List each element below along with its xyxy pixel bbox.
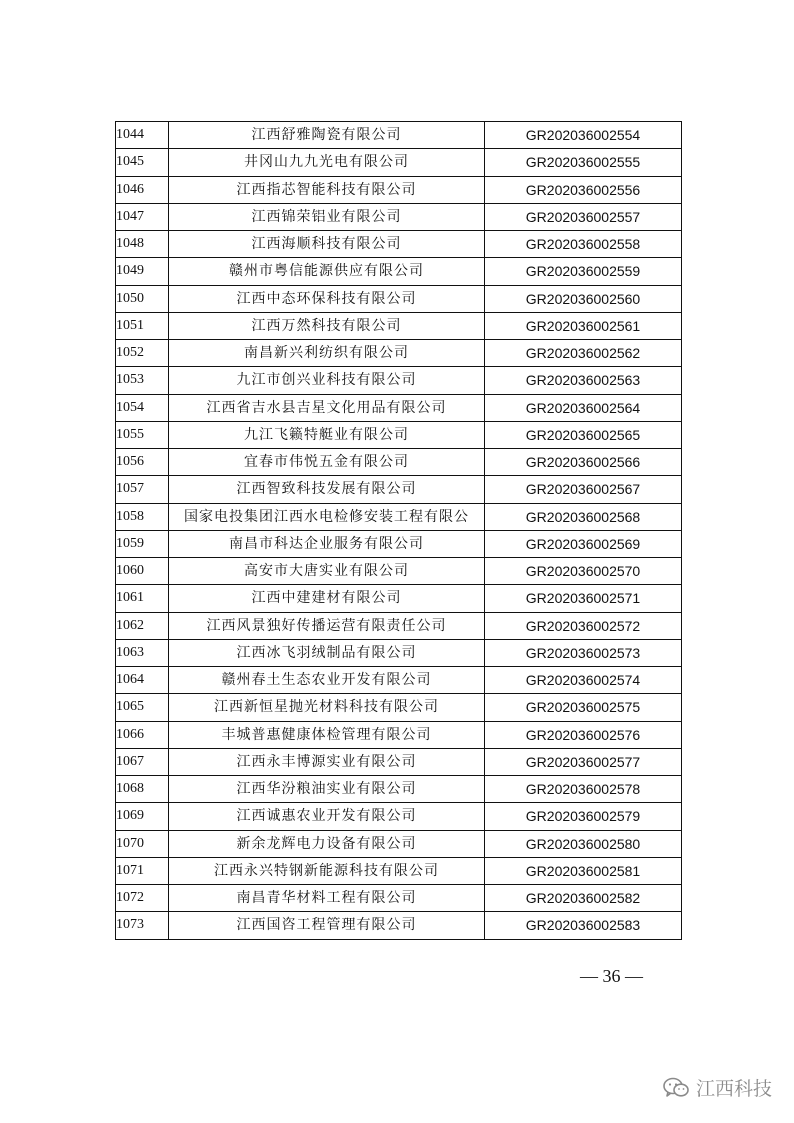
company-name: 江西省吉水县吉星文化用品有限公司: [169, 394, 485, 421]
table-row: [116, 421, 682, 448]
table-row: [116, 612, 682, 639]
certificate-number: GR202036002578: [485, 776, 682, 803]
certificate-number: GR202036002583: [485, 912, 682, 939]
row-number: 1045: [116, 149, 169, 176]
row-number: 1061: [116, 585, 169, 612]
row-number: 1073: [116, 912, 169, 939]
table-row: [116, 803, 682, 830]
table-row: [116, 312, 682, 339]
company-name: 江西智致科技发展有限公司: [169, 476, 485, 503]
table-row: [116, 667, 682, 694]
table-row: [116, 776, 682, 803]
certificate-number: GR202036002582: [485, 885, 682, 912]
certificate-number: GR202036002556: [485, 176, 682, 203]
table-row: [116, 694, 682, 721]
company-name: 江西指芯智能科技有限公司: [169, 176, 485, 203]
table-row: [116, 558, 682, 585]
company-name: 新余龙辉电力设备有限公司: [169, 830, 485, 857]
certificate-table: [115, 121, 682, 940]
company-name: 江西永丰博源实业有限公司: [169, 748, 485, 775]
company-name: 江西海顺科技有限公司: [169, 231, 485, 258]
certificate-number: GR202036002577: [485, 748, 682, 775]
certificate-number: GR202036002579: [485, 803, 682, 830]
certificate-number: GR202036002568: [485, 503, 682, 530]
company-name: 江西国咨工程管理有限公司: [169, 912, 485, 939]
row-number: 1059: [116, 530, 169, 557]
row-number: 1071: [116, 857, 169, 884]
row-number: 1065: [116, 694, 169, 721]
certificate-number: GR202036002580: [485, 830, 682, 857]
company-name: 赣州市粤信能源供应有限公司: [169, 258, 485, 285]
row-number: 1046: [116, 176, 169, 203]
certificate-number: GR202036002555: [485, 149, 682, 176]
row-number: 1072: [116, 885, 169, 912]
company-name: 南昌市科达企业服务有限公司: [169, 530, 485, 557]
company-name: 江西锦荣铝业有限公司: [169, 203, 485, 230]
row-number: 1060: [116, 558, 169, 585]
row-number: 1069: [116, 803, 169, 830]
row-number: 1067: [116, 748, 169, 775]
row-number: 1048: [116, 231, 169, 258]
row-number: 1053: [116, 367, 169, 394]
table-row: [116, 394, 682, 421]
table-row: [116, 285, 682, 312]
certificate-number: GR202036002557: [485, 203, 682, 230]
table-row: [116, 176, 682, 203]
row-number: 1066: [116, 721, 169, 748]
company-name: 赣州春土生态农业开发有限公司: [169, 667, 485, 694]
certificate-number: GR202036002581: [485, 857, 682, 884]
table-row: [116, 639, 682, 666]
company-name: 江西风景独好传播运营有限责任公司: [169, 612, 485, 639]
row-number: 1047: [116, 203, 169, 230]
table-row: [116, 149, 682, 176]
row-number: 1068: [116, 776, 169, 803]
certificate-number: GR202036002576: [485, 721, 682, 748]
certificate-number: GR202036002572: [485, 612, 682, 639]
row-number: 1057: [116, 476, 169, 503]
certificate-number: GR202036002570: [485, 558, 682, 585]
certificate-number: GR202036002560: [485, 285, 682, 312]
page-number: — 36 —: [580, 966, 643, 986]
certificate-number: GR202036002573: [485, 639, 682, 666]
company-name: 江西华汾粮油实业有限公司: [169, 776, 485, 803]
watermark-text: 江西科技: [695, 1078, 772, 1100]
certificate-number: GR202036002563: [485, 367, 682, 394]
row-number: 1044: [116, 122, 169, 149]
table-row: [116, 258, 682, 285]
table-row: [116, 367, 682, 394]
certificate-number: GR202036002567: [485, 476, 682, 503]
company-name: 江西诚惠农业开发有限公司: [169, 803, 485, 830]
certificate-number: GR202036002554: [485, 122, 682, 149]
certificate-number: GR202036002569: [485, 530, 682, 557]
certificate-number: GR202036002559: [485, 258, 682, 285]
table-row: [116, 122, 682, 149]
row-number: 1058: [116, 503, 169, 530]
certificate-number: GR202036002566: [485, 449, 682, 476]
row-number: 1062: [116, 612, 169, 639]
certificate-number: GR202036002561: [485, 312, 682, 339]
company-name: 江西永兴特钢新能源科技有限公司: [169, 857, 485, 884]
company-name: 江西冰飞羽绒制品有限公司: [169, 639, 485, 666]
company-name: 江西新恒星抛光材料科技有限公司: [169, 694, 485, 721]
table-row: [116, 830, 682, 857]
table-row: [116, 203, 682, 230]
table-row: [116, 476, 682, 503]
company-name: 南昌新兴利纺织有限公司: [169, 340, 485, 367]
watermark: [662, 1074, 772, 1101]
company-name: 九江飞籁特艇业有限公司: [169, 421, 485, 448]
certificate-number: GR202036002558: [485, 231, 682, 258]
row-number: 1064: [116, 667, 169, 694]
table-body: [116, 122, 682, 940]
wechat-icon: [662, 1076, 690, 1100]
table-row: [116, 721, 682, 748]
certificate-number: GR202036002571: [485, 585, 682, 612]
certificate-number: GR202036002575: [485, 694, 682, 721]
table-row: [116, 449, 682, 476]
company-name: 江西中态环保科技有限公司: [169, 285, 485, 312]
company-name: 井冈山九九光电有限公司: [169, 149, 485, 176]
row-number: 1056: [116, 449, 169, 476]
row-number: 1051: [116, 312, 169, 339]
company-name: 高安市大唐实业有限公司: [169, 558, 485, 585]
table-row: [116, 231, 682, 258]
row-number: 1055: [116, 421, 169, 448]
certificate-number: GR202036002562: [485, 340, 682, 367]
row-number: 1050: [116, 285, 169, 312]
table-row: [116, 585, 682, 612]
table-row: [116, 857, 682, 884]
table-row: [116, 530, 682, 557]
table-row: [116, 748, 682, 775]
company-name: 江西舒雅陶瓷有限公司: [169, 122, 485, 149]
company-name: 九江市创兴业科技有限公司: [169, 367, 485, 394]
row-number: 1063: [116, 639, 169, 666]
certificate-number: GR202036002574: [485, 667, 682, 694]
table-row: [116, 503, 682, 530]
table-row: [116, 912, 682, 939]
row-number: 1054: [116, 394, 169, 421]
company-name: 丰城普惠健康体检管理有限公司: [169, 721, 485, 748]
row-number: 1070: [116, 830, 169, 857]
company-name: 江西万然科技有限公司: [169, 312, 485, 339]
company-name: 国家电投集团江西水电检修安装工程有限公: [169, 503, 485, 530]
company-name: 江西中建建材有限公司: [169, 585, 485, 612]
row-number: 1049: [116, 258, 169, 285]
table-row: [116, 340, 682, 367]
company-name: 宜春市伟悦五金有限公司: [169, 449, 485, 476]
certificate-number: GR202036002564: [485, 394, 682, 421]
table-row: [116, 885, 682, 912]
certificate-number: GR202036002565: [485, 421, 682, 448]
company-name: 南昌青华材料工程有限公司: [169, 885, 485, 912]
row-number: 1052: [116, 340, 169, 367]
